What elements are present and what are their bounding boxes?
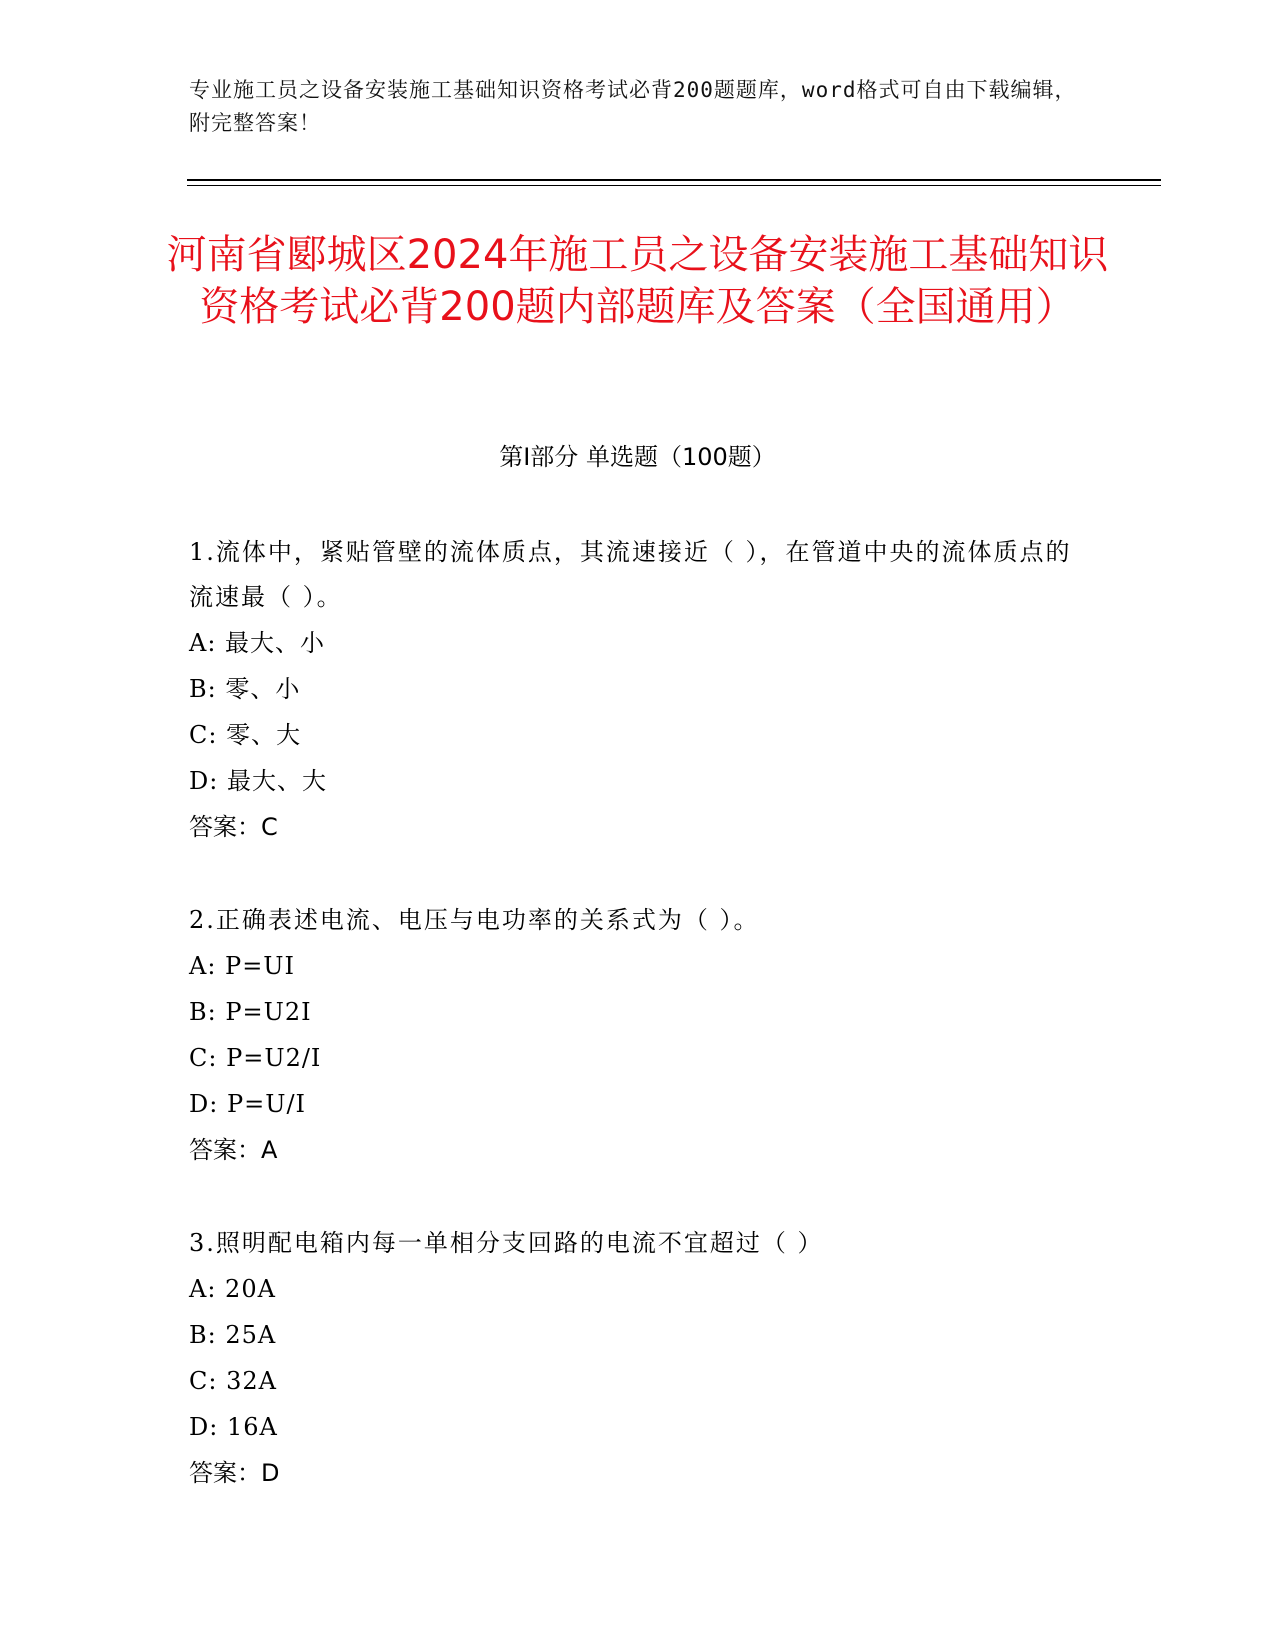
question-stem: 3.照明配电箱内每一单相分支回路的电流不宜超过（ ） — [189, 1229, 824, 1257]
option-a: A: 最大、小 — [189, 629, 326, 657]
option-a: A: 20A — [189, 1275, 276, 1303]
question-2 — [189, 898, 1089, 1173]
header-note: 专业施工员之设备安装施工基础知识资格考试必背200题题库，word格式可自由下载编辑，附完整答案！ — [189, 78, 1077, 135]
option-c: C: P=U2/I — [189, 1044, 322, 1072]
option-d: D: P=U/I — [189, 1090, 307, 1118]
option-c: C: 32A — [189, 1367, 277, 1395]
answer-line: 答案：D — [189, 1459, 280, 1487]
question-stem: 2.正确表述电流、电压与电功率的关系式为（ ）。 — [189, 906, 760, 934]
question-3 — [189, 1221, 1089, 1496]
option-d: D: 最大、大 — [189, 767, 327, 795]
answer-line: 答案：A — [189, 1136, 278, 1164]
header-rule-thin — [187, 185, 1161, 186]
header-rule-thick — [187, 179, 1161, 181]
option-d: D: 16A — [189, 1413, 278, 1441]
section-heading: 第I部分 单选题（100题） — [499, 443, 776, 471]
option-a: A: P=UI — [189, 952, 296, 980]
option-c: C: 零、大 — [189, 721, 302, 749]
question-1 — [189, 530, 1089, 850]
answer-line: 答案：C — [189, 813, 278, 841]
question-stem: 1.流体中，紧贴管壁的流体质点，其流速接近（ ），在管道中央的流体质点的流速最（ ）。 — [189, 538, 1072, 611]
option-b: B: 25A — [189, 1321, 277, 1349]
option-b: B: 零、小 — [189, 675, 301, 703]
document-title: 河南省郾城区2024年施工员之设备安装施工基础知识资格考试必背200题内部题库及答案（全国通用） — [166, 232, 1109, 330]
question-list — [189, 530, 1089, 1544]
option-b: B: P=U2I — [189, 998, 312, 1026]
